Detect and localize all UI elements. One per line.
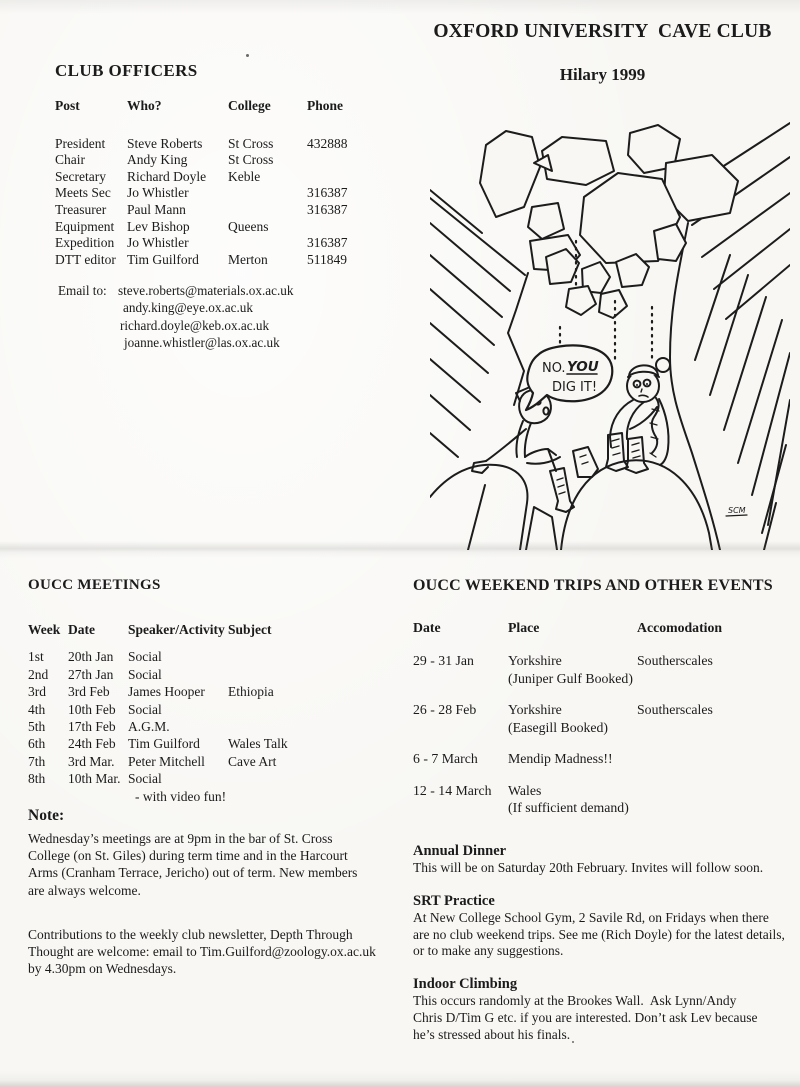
floor-boulders (430, 460, 712, 550)
text-line: Wednesday’s meetings are at 9pm in the bar of St. Cross (28, 831, 333, 846)
cell (228, 185, 307, 202)
officers-table (55, 98, 377, 268)
cell (228, 235, 307, 252)
cell (637, 782, 793, 817)
scan-speck (246, 54, 249, 57)
cartoon-illustration (430, 105, 790, 550)
cell (307, 169, 377, 186)
event-srt-practice (413, 893, 795, 960)
cell (228, 202, 307, 219)
cell: Steve Roberts (127, 135, 203, 151)
cell: 17th Feb (68, 719, 116, 735)
meetings-section (28, 576, 348, 805)
trip-place-note: (Easegill Booked) (508, 719, 609, 735)
cell (505, 701, 637, 736)
cell: 7th (28, 753, 46, 769)
event-indoor-climbing (413, 976, 795, 1043)
cell: 316387 (307, 185, 348, 201)
cell: Andy King (127, 152, 188, 168)
table-row (413, 701, 793, 736)
email-list (118, 282, 293, 351)
column-header: Speaker/Activity (128, 622, 225, 637)
cell (505, 750, 637, 768)
column-header: Date (68, 622, 95, 637)
table-row (413, 782, 793, 817)
cell: 6th (28, 736, 46, 752)
cell: 29 - 31 Jan (413, 653, 474, 668)
trip-place: Yorkshire (508, 702, 562, 717)
column-header: Post (55, 98, 80, 113)
club-title: OXFORD UNIVERSITY CAVE CLUB (433, 21, 772, 42)
section-title: OUCC WEEKEND TRIPS AND OTHER EVENTS (413, 577, 773, 594)
cell: Southerscales (637, 653, 713, 668)
cell: St Cross (228, 152, 274, 168)
event-annual-dinner (413, 843, 795, 877)
bubble-text-no: NO. (542, 361, 566, 376)
column-header: Phone (307, 98, 344, 113)
caver-right (606, 358, 670, 473)
cell (637, 750, 793, 768)
cell: 6 - 7 March (413, 751, 478, 766)
cell: 316387 (307, 235, 348, 251)
text-line: This will be on Saturday 20th February. Invites will follow soon. (413, 860, 764, 875)
cell: Keble (228, 168, 261, 184)
cell: A.G.M. (128, 719, 170, 735)
email-address: andy.king@eye.ox.ac.uk (123, 300, 253, 316)
cell: Treasurer (55, 201, 107, 217)
section-title: OUCC MEETINGS (28, 577, 161, 593)
cell: Richard Doyle (127, 168, 207, 184)
cell (228, 701, 348, 718)
cell: James Hooper (128, 684, 205, 700)
cell (307, 219, 377, 236)
column-header: Accomodation (637, 620, 723, 635)
cell: President (55, 135, 106, 151)
cell: 432888 (307, 135, 348, 151)
note-paragraph (28, 830, 398, 899)
table-row (413, 652, 793, 687)
term-title: Hilary 1999 (559, 65, 646, 84)
cell: Jo Whistler (127, 185, 189, 201)
cell: Secretary (55, 168, 106, 184)
cell: Southerscales (637, 702, 713, 717)
cell (228, 770, 348, 787)
cell (307, 152, 377, 169)
event-heading: Indoor Climbing (413, 976, 518, 993)
contributions-paragraph (28, 926, 398, 978)
cell: Expedition (55, 235, 115, 251)
cell: 10th Feb (68, 701, 116, 717)
cell (228, 666, 348, 683)
trips-table-header (413, 619, 793, 636)
column-header: Date (413, 620, 441, 635)
cell: Social (128, 666, 162, 682)
cell: Social (128, 649, 162, 665)
cell: Social (128, 771, 162, 787)
meetings-table (28, 621, 348, 788)
cell (228, 718, 348, 735)
text-line: or to make any suggestions. (413, 943, 564, 959)
table-row (413, 750, 793, 768)
artist-signature (726, 506, 747, 516)
email-contacts (58, 282, 293, 351)
weekend-trips-section (413, 576, 793, 831)
cell (505, 782, 637, 817)
text-line: by 4.30pm on Wednesdays. (28, 961, 177, 977)
cell: 3rd Mar. (68, 753, 115, 769)
text-line: are always welcome. (28, 882, 141, 898)
cell: Meets Sec (55, 185, 111, 201)
masthead (415, 20, 790, 85)
email-address: joanne.whistler@las.ox.ac.uk (124, 334, 280, 350)
text-line: At New College School Gym, 2 Savile Rd, on Fridays when there (413, 909, 769, 925)
email-label: Email to: (58, 283, 107, 298)
cell: Jo Whistler (127, 235, 189, 251)
email-address: steve.roberts@materials.ox.ac.uk (118, 283, 294, 298)
speech-bubble (526, 345, 612, 410)
cell: 5th (28, 719, 46, 735)
trip-place-note: (Juniper Gulf Booked) (508, 670, 633, 686)
cell: 26 - 28 Feb (413, 702, 477, 717)
text-line: College (on St. Giles) during term time and in the Harcourt (28, 848, 348, 864)
club-officers-section (55, 60, 377, 268)
column-header: Who? (127, 98, 162, 113)
cell: 3rd (28, 684, 46, 700)
trip-place: Wales (508, 782, 542, 798)
other-events-section (413, 843, 795, 1060)
meetings-note (28, 806, 398, 977)
trip-place: Mendip Madness!! (508, 751, 613, 766)
column-header: College (228, 98, 271, 113)
bubble-text-you: YOU (567, 359, 599, 375)
cell: Equipment (55, 218, 115, 234)
cell: Tim Guilford (128, 736, 200, 752)
trip-place: Yorkshire (508, 653, 562, 668)
event-heading: Annual Dinner (413, 843, 507, 859)
cartoon-svg (430, 105, 790, 550)
event-heading: SRT Practice (413, 892, 495, 909)
cell: Merton (228, 251, 268, 267)
cell: 4th (28, 701, 46, 717)
email-address: richard.doyle@keb.ox.ac.uk (120, 317, 270, 333)
cell: Tim Guilford (127, 251, 199, 267)
text-line: are no club weekend trips. See me (Rich Doyle) for the latest details, (413, 926, 785, 942)
cell: Social (128, 701, 162, 717)
cell: 1st (28, 649, 44, 665)
cell: 3rd Feb (68, 684, 110, 700)
cell (228, 648, 348, 665)
text-line: Arms (Cranham Terrace, Jericho) out of term. New members (28, 865, 358, 881)
cell: 10th Mar. (68, 771, 121, 787)
text-line: Chris D/Tim G etc. if you are interested. Don’t ask Lev because (413, 1009, 758, 1025)
cell: 20th Jan (68, 649, 114, 665)
section-title: CLUB OFFICERS (55, 61, 198, 80)
cell: Ethiopia (228, 684, 274, 700)
cell: Peter Mitchell (128, 753, 205, 769)
cell: Wales Talk (228, 736, 288, 752)
cell: Chair (55, 152, 85, 168)
column-header: Week (28, 622, 61, 637)
column-header: Subject (228, 622, 272, 637)
cell: 8th (28, 771, 46, 787)
cell: 12 - 14 March (413, 782, 492, 798)
text-line: he’s stressed about his finals. (413, 1026, 571, 1042)
scan-fold-seam (0, 541, 800, 558)
text-line: Thought are welcome: email to Tim.Guilford@zoology.ox.ac.uk (28, 944, 376, 960)
cell: 27th Jan (68, 666, 114, 682)
note-heading: Note: (28, 807, 65, 824)
cell: Queens (228, 218, 269, 234)
cell (505, 652, 637, 687)
text-line: This occurs randomly at the Brookes Wall. Ask Lynn/Andy (413, 993, 737, 1009)
column-header: Place (508, 620, 540, 635)
cell: 316387 (307, 201, 348, 217)
cell: Lev Bishop (127, 218, 190, 234)
bubble-text-dig-it: DIG IT! (552, 380, 598, 395)
cell: DTT editor (55, 251, 116, 267)
cell: 2nd (28, 666, 49, 682)
text-line: Contributions to the weekly club newsletter, Depth Through (28, 926, 353, 942)
cell: St Cross (228, 135, 274, 151)
cell: 511849 (307, 251, 347, 267)
cell: 24th Feb (68, 736, 116, 752)
cell: Paul Mann (127, 201, 186, 217)
meetings-footnote: - with video fun! (135, 788, 227, 804)
trip-place-note: (If sufficient demand) (508, 800, 629, 815)
cell: Cave Art (228, 753, 277, 769)
svg-text:SCM: SCM (728, 506, 746, 515)
